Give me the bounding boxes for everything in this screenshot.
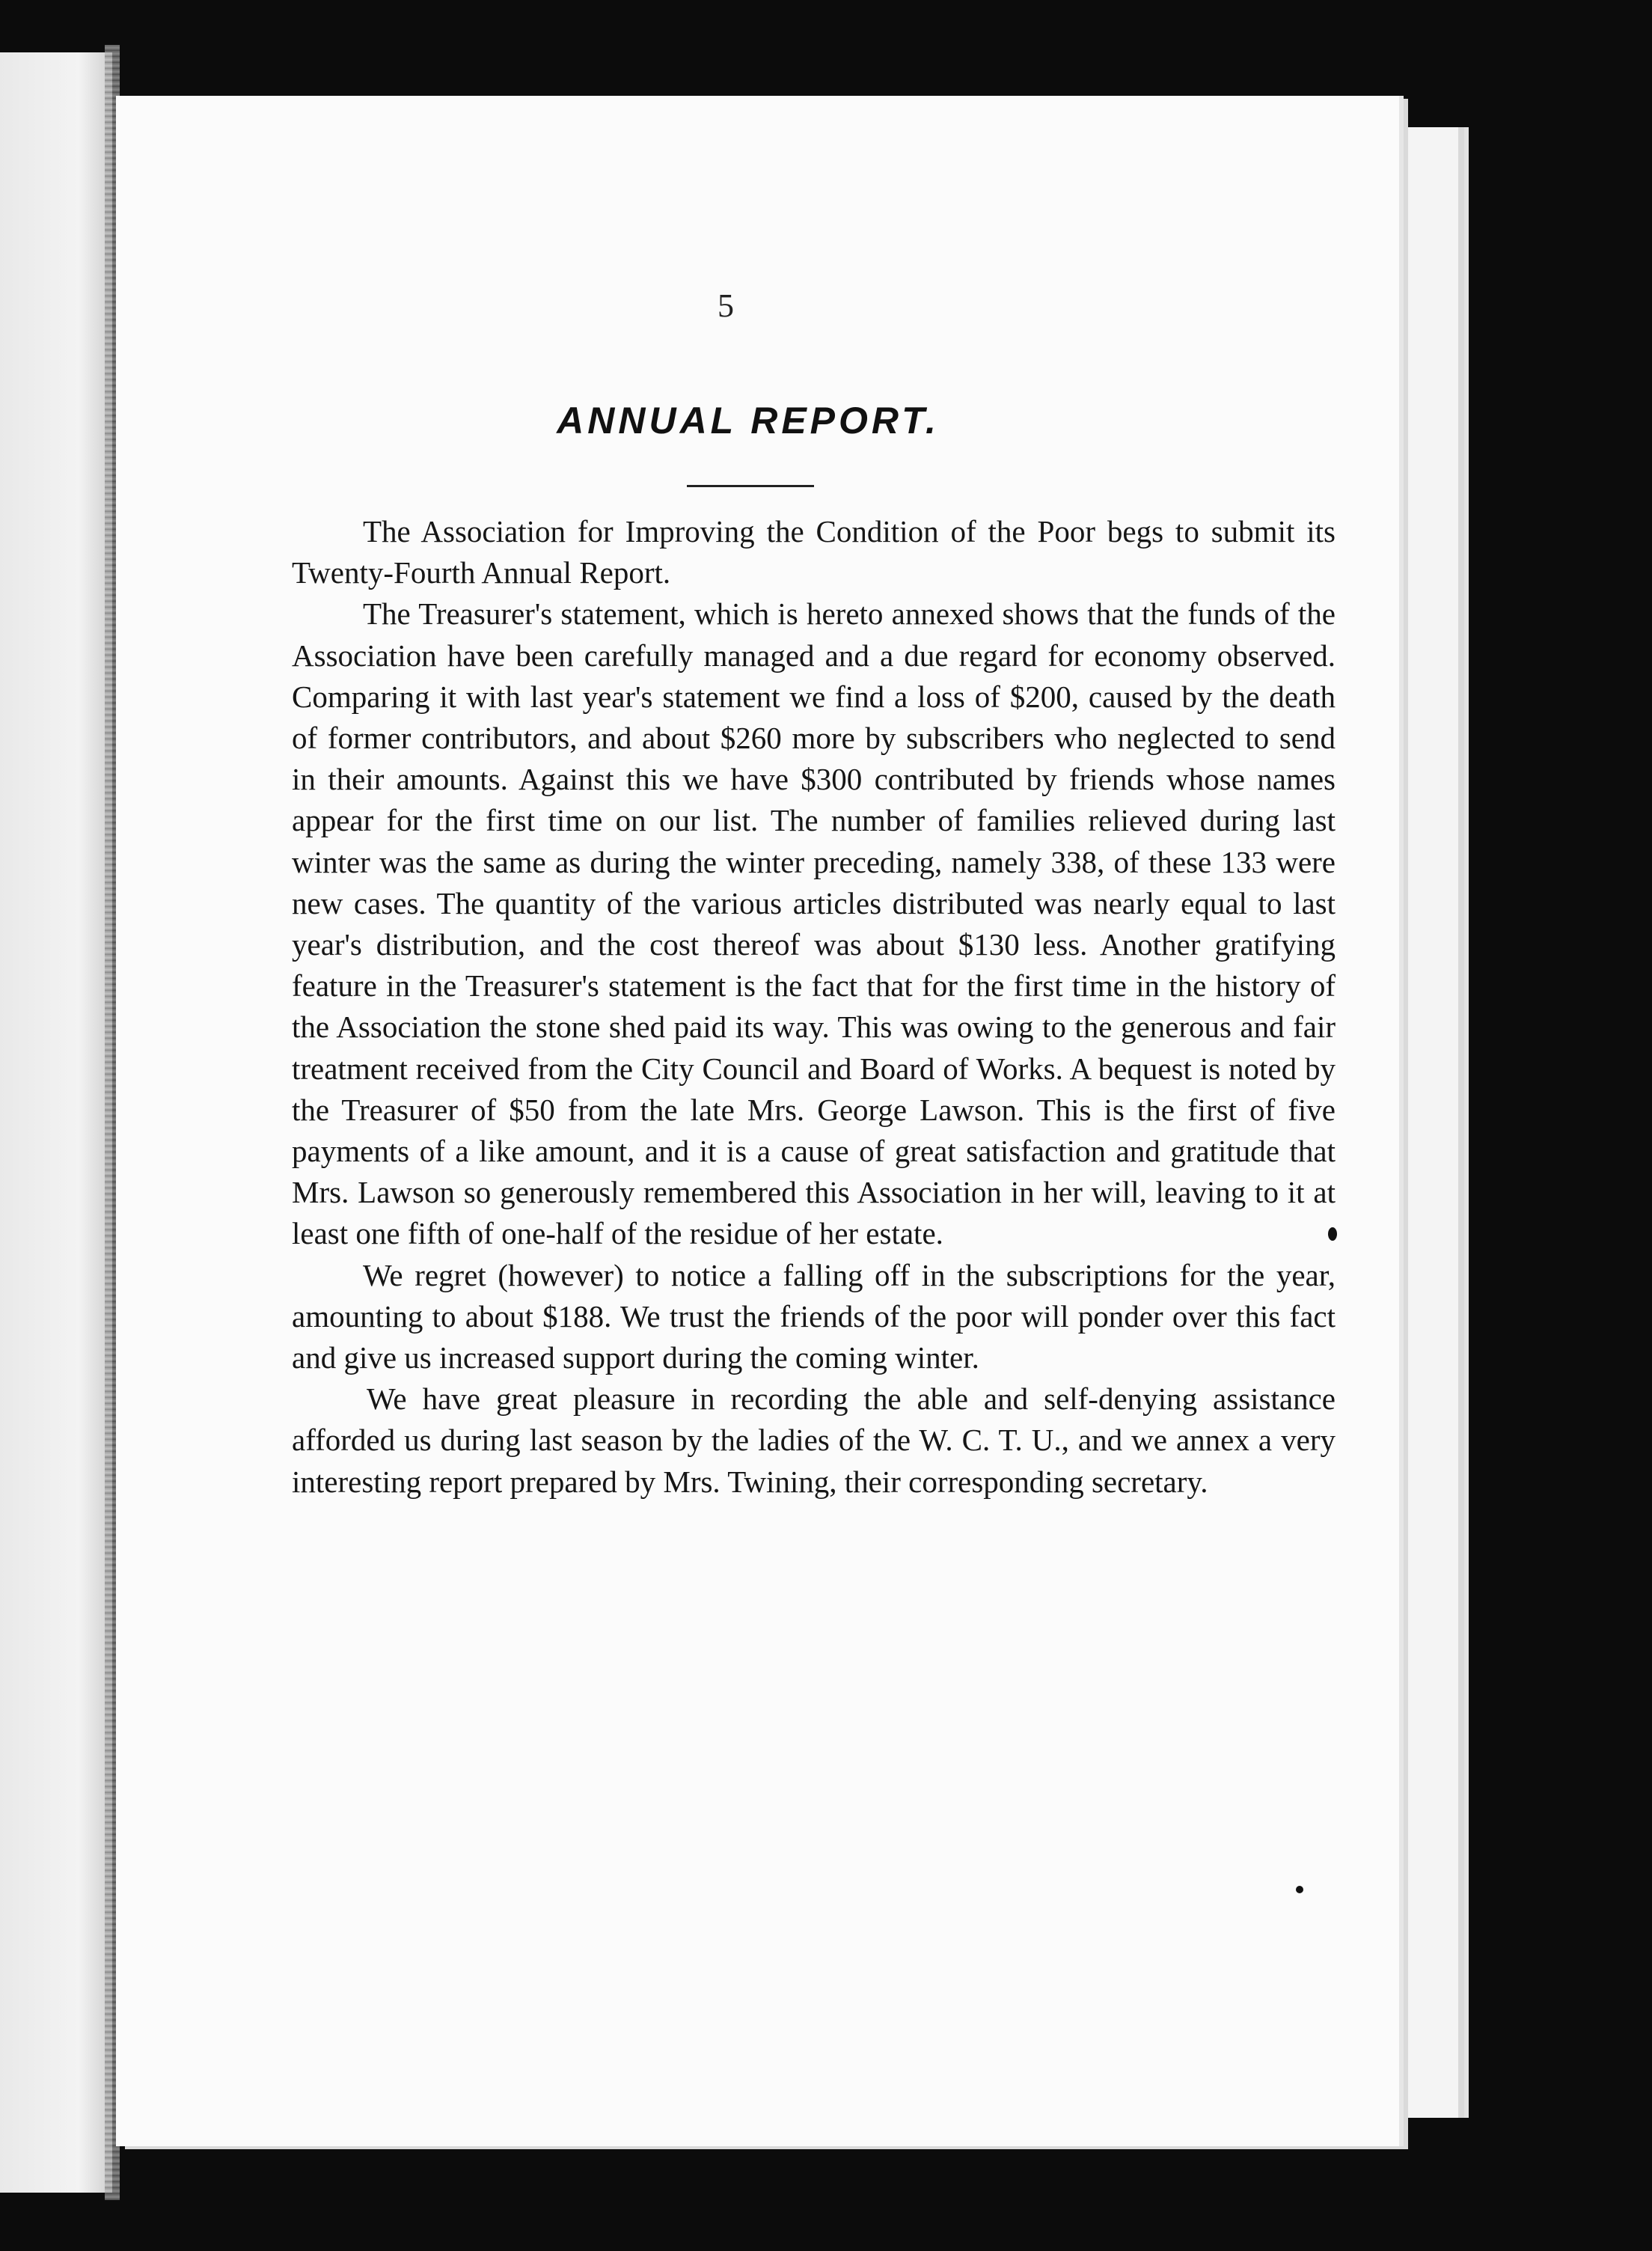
page-number: 5: [718, 287, 734, 324]
facing-page-edge: [0, 52, 112, 2193]
scan-speck: [1296, 1886, 1303, 1893]
scan-speck: [1328, 1227, 1337, 1241]
paragraph-subscriptions: We regret (however) to notice a falling off in the subscriptions for the year, amounting to about $188. We trust the friends of the poor will ponder over this fact and give us increased support during the coming winter.: [292, 1257, 1336, 1375]
paragraph-treasurer-statement: The Treasurer's statement, which is hereto annexed shows that the funds of the Association have been carefully managed and a due regard for economy observed. Comparing it with last year's statement we find a loss of $200, caused by the death of former contributors, and about $260 more by subscribers who neglected to send in their amounts. Against this we have $300 contributed by friends whose names appear for the first time on our list. The number of families relieved during last winter was the same as during the winter preceding, namely 338, of these 133 were new cases. The quantity of the various articles distributed was nearly equal to last year's distribution, and the cost thereof was about $130 less. Another gratifying feature in the Treasurer's statement is the fact that for the first time in the history of the Association the stone shed paid its way. This was owing to the generous and fair treatment received from the City Council and Board of Works. A bequest is noted by the Treasurer of $50 from the late Mrs. George Lawson. This is the first of five payments of a like amount, and it is a cause of great satisfaction and gratitude that Mrs. Lawson so generously remembered this Association in her will, leaving to it at least one fifth of one-half of the residue of her estate.: [292, 596, 1336, 1251]
report-body: [292, 511, 1336, 1503]
title-divider: [687, 485, 814, 487]
paragraph-intro: The Association for Improving the Condition of the Poor begs to submit its Twenty-Fourth Annual Report.: [292, 514, 1336, 590]
paragraph-wctu-assistance: We have great pleasure in recording the able and self-denying assistance afforded us during last season by the ladies of the W. C. T. U., and we annex a very interesting report prepared by Mrs. Twining, their corresponding secretary.: [292, 1381, 1336, 1499]
document-page: [116, 96, 1399, 2146]
page-title: ANNUAL REPORT.: [557, 400, 940, 442]
